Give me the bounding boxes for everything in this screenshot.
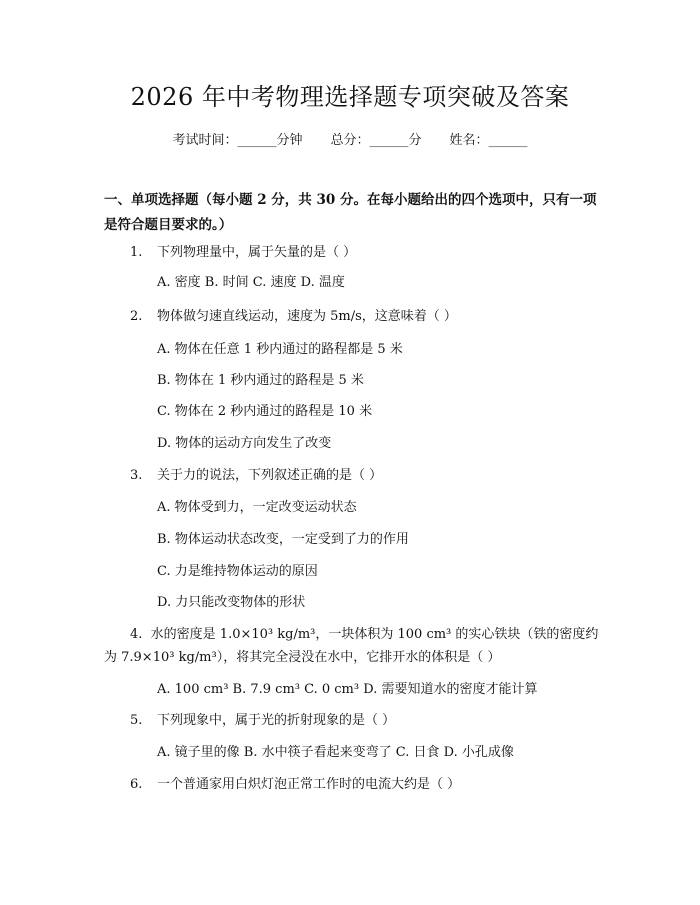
question-number: 6. <box>130 777 143 792</box>
question-1 <box>130 242 356 264</box>
question-text: 下列现象中，属于光的折射现象的是（ ） <box>157 713 396 728</box>
page-title: 2026 年中考物理选择题专项突破及答案 <box>130 83 570 111</box>
name-field: 姓名：______ <box>449 133 528 148</box>
question-number: 4. <box>130 627 143 642</box>
question-3 <box>130 465 382 487</box>
question-text: 下列物理量中，属于矢量的是（ ） <box>157 245 357 260</box>
question-3-option-a: A. 物体受到力，一定改变运动状态 <box>157 500 357 515</box>
question-2-option-d: D. 物体的运动方向发生了改变 <box>157 436 332 451</box>
question-text: 一个普通家用白炽灯泡正常工作时的电流大约是（ ） <box>157 777 461 792</box>
question-4-options: A. 100 cm³ B. 7.9 cm³ C. 0 cm³ D. 需要知道水的密度才能计算 <box>157 682 538 697</box>
question-2 <box>130 306 457 328</box>
question-5-options: A. 镜子里的像 B. 水中筷子看起来变弯了 C. 日食 D. 小孔成像 <box>157 745 514 760</box>
question-2-option-a: A. 物体在任意 1 秒内通过的路程都是 5 米 <box>157 342 403 357</box>
exam-time-field: 考试时间：______分钟 <box>172 133 303 148</box>
question-2-option-c: C. 物体在 2 秒内通过的路程是 10 米 <box>157 404 373 419</box>
question-text: 水的密度是 1.0×10³ kg/m³，一块体积为 100 cm³ 的实心铁块（铁的密度约为 7.9×10³ kg/m³），将其完全浸没在水中，它排开水的体积是（ ） <box>104 627 599 665</box>
question-3-option-c: C. 力是维持物体运动的原因 <box>157 564 318 579</box>
question-number: 5. <box>130 713 143 728</box>
question-2-option-b: B. 物体在 1 秒内通过的路程是 5 米 <box>157 373 364 388</box>
question-1-options: A. 密度 B. 时间 C. 速度 D. 温度 <box>157 275 345 290</box>
question-5 <box>130 710 395 732</box>
question-number: 3. <box>130 468 143 483</box>
question-6 <box>130 774 460 796</box>
question-4 <box>104 623 604 669</box>
question-text: 物体做匀速直线运动，速度为 5m/s，这意味着（ ） <box>157 309 457 324</box>
question-number: 2. <box>130 309 143 324</box>
total-score-field: 总分：______分 <box>330 133 422 148</box>
section-heading: 一、单项选择题（每小题 2 分，共 30 分。在每小题给出的四个选项中，只有一项是符合题目要求的。） <box>104 192 597 233</box>
exam-info-line <box>0 130 700 152</box>
question-3-option-b: B. 物体运动状态改变，一定受到了力的作用 <box>157 532 409 547</box>
question-3-option-d: D. 力只能改变物体的形状 <box>157 595 306 610</box>
question-text: 关于力的说法，下列叙述正确的是（ ） <box>157 468 383 483</box>
question-number: 1. <box>130 245 143 260</box>
